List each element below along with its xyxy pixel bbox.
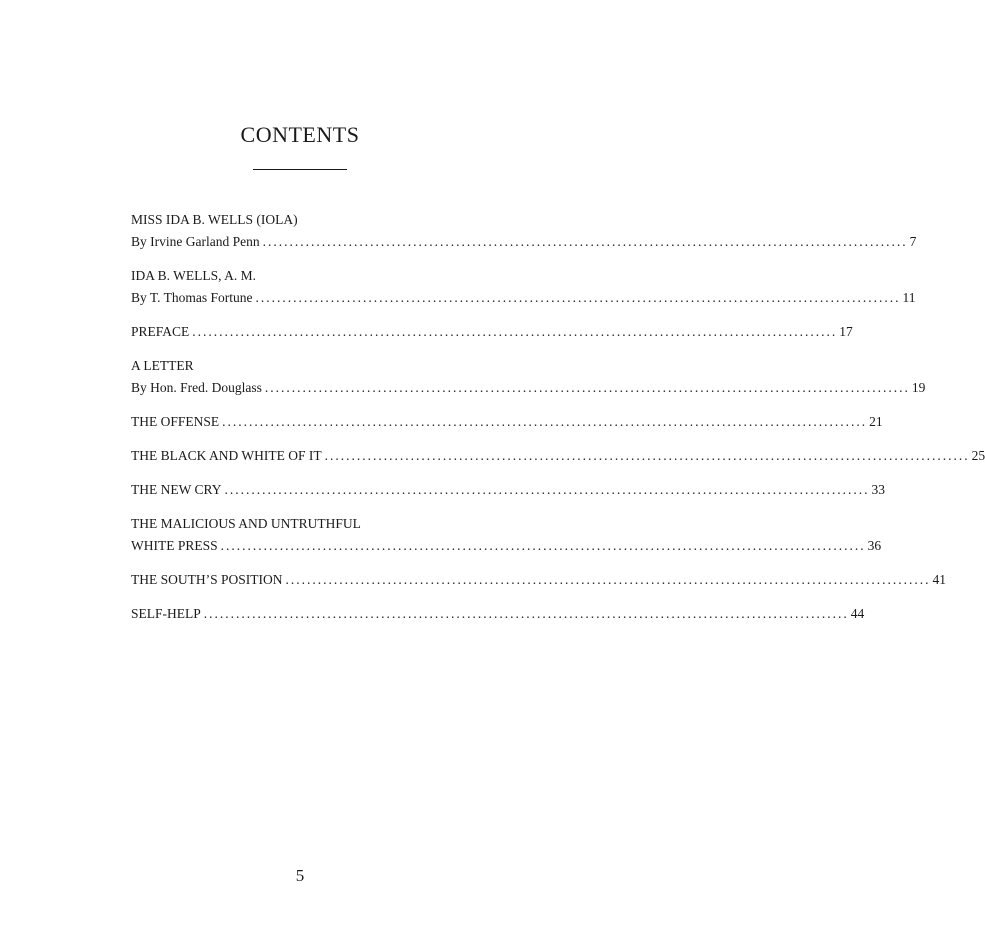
toc-entry-text: A LETTER xyxy=(131,358,194,373)
page-title: CONTENTS xyxy=(240,122,360,147)
toc-entry-page-number: 21 xyxy=(869,414,883,429)
dot-leader: ........................................................................................................................ xyxy=(222,414,868,429)
toc-entry-text: THE NEW CRY xyxy=(131,482,222,497)
toc-entry-heading-line xyxy=(131,209,468,231)
dot-leader: ........................................................................................................................ xyxy=(324,448,970,463)
toc-entry-page-number: 44 xyxy=(850,606,865,621)
toc-entry[interactable] xyxy=(131,265,916,309)
toc-entry-page-number: 41 xyxy=(932,572,946,587)
toc-entry-leader-line xyxy=(131,479,885,501)
toc-entry[interactable] xyxy=(131,355,926,399)
toc-entry-page-number: 19 xyxy=(911,380,926,395)
dot-leader: ........................................................................................................................ xyxy=(285,572,931,587)
toc-entry-page-number: 7 xyxy=(909,234,917,249)
toc-entry[interactable] xyxy=(131,569,946,591)
toc-entry[interactable] xyxy=(131,209,917,253)
toc-entry-text: By T. Thomas Fortune xyxy=(131,290,253,305)
dot-leader: ........................................................................................................................ xyxy=(192,324,838,339)
toc-entry[interactable] xyxy=(131,513,882,557)
toc-entry-leader-line xyxy=(131,445,985,467)
toc-entry-page-number: 25 xyxy=(971,448,985,463)
toc-entry-page-number: 17 xyxy=(839,324,853,339)
page-number: 5 xyxy=(295,866,305,885)
toc-entry-text: MISS IDA B. WELLS (IOLA) xyxy=(131,212,298,227)
toc-entry-text: THE OFFENSE xyxy=(131,414,220,429)
toc-entry-text: PREFACE xyxy=(131,324,190,339)
toc-entry-text: THE BLACK AND WHITE OF IT xyxy=(131,448,322,463)
toc-entry-heading-line xyxy=(131,355,468,377)
toc-entry-heading-line xyxy=(131,265,468,287)
toc-entry-text: IDA B. WELLS, A. M. xyxy=(131,268,257,283)
toc-entry-page-number: 36 xyxy=(867,538,882,553)
toc-entry[interactable] xyxy=(131,445,985,467)
dot-leader: ........................................................................................................................ xyxy=(262,234,908,249)
title-rule xyxy=(253,169,347,170)
toc-entry-heading-line xyxy=(131,513,468,535)
toc-entry-leader-line xyxy=(131,603,865,625)
toc-entry-text: THE SOUTH’S POSITION xyxy=(131,572,283,587)
toc-entry-text: THE MALICIOUS AND UNTRUTHFUL xyxy=(131,516,361,531)
toc-entry-leader-line xyxy=(131,411,883,433)
toc-entry-leader-line xyxy=(131,231,917,253)
toc-entry[interactable] xyxy=(131,411,883,433)
toc-entry-leader-line xyxy=(131,287,916,309)
dot-leader: ........................................................................................................................ xyxy=(224,482,870,497)
dot-leader: ........................................................................................................................ xyxy=(220,538,866,553)
dot-leader: ........................................................................................................................ xyxy=(255,290,901,305)
toc-entry[interactable] xyxy=(131,603,865,625)
toc-entry-leader-line xyxy=(131,569,946,591)
toc-entry[interactable] xyxy=(131,479,885,501)
toc-entry-leader-line xyxy=(131,535,882,557)
dot-leader: ........................................................................................................................ xyxy=(264,380,910,395)
toc-entry-text: SELF-HELP xyxy=(131,606,201,621)
table-of-contents xyxy=(131,209,985,637)
toc-entry-leader-line xyxy=(131,377,926,399)
toc-entry-leader-line xyxy=(131,321,853,343)
toc-entry-text: By Hon. Fred. Douglass xyxy=(131,380,262,395)
dot-leader: ........................................................................................................................ xyxy=(203,606,849,621)
toc-entry-page-number: 33 xyxy=(871,482,885,497)
toc-entry-text: WHITE PRESS xyxy=(131,538,218,553)
toc-entry-text: By Irvine Garland Penn xyxy=(131,234,260,249)
toc-entry-page-number: 11 xyxy=(902,290,916,305)
toc-entry[interactable] xyxy=(131,321,853,343)
